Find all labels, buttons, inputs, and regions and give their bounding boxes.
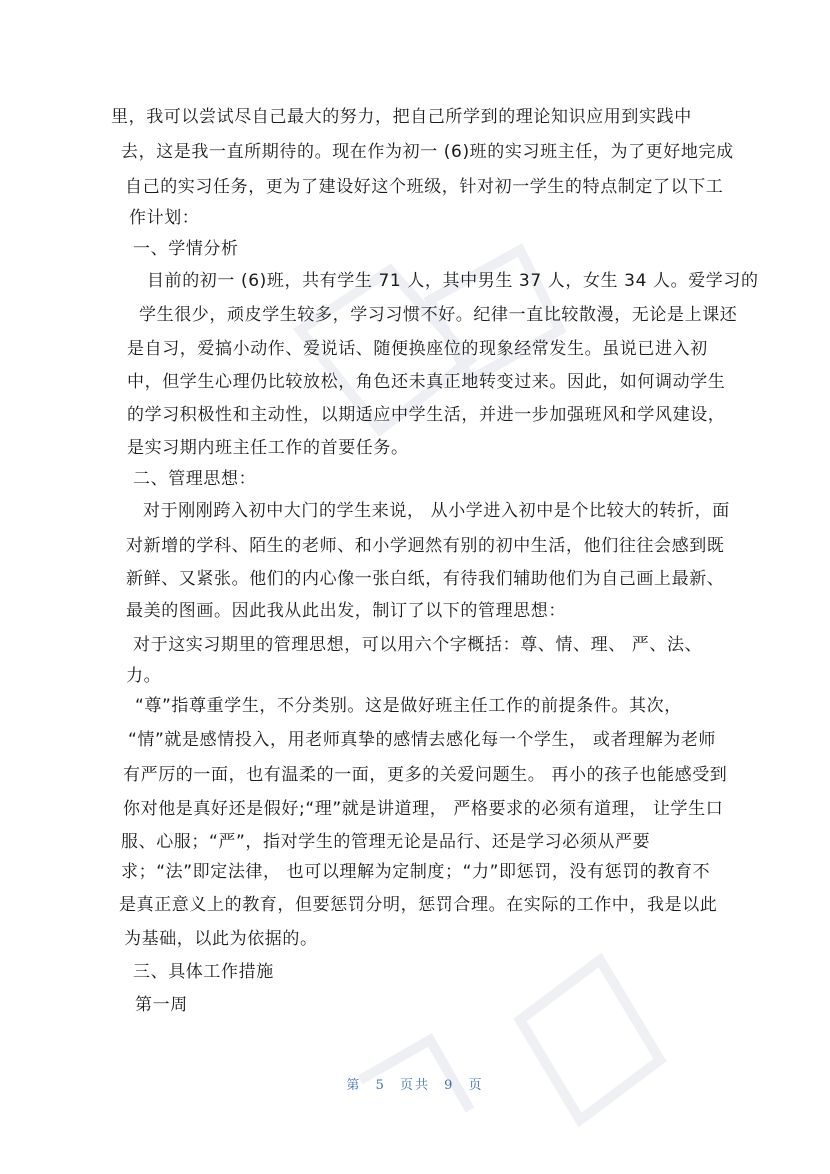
footer-middle: 页共 (399, 1078, 430, 1093)
text-line: “情”就是感情投入，用老师真挚的感情去感化每一个学生， 或者理解为老师 (128, 730, 717, 750)
text-line: 第一周 (135, 995, 188, 1015)
text-line: 去，这是我一直所期待的。现在作为初一 (6)班的实习班主任，为了更好地完成 (121, 142, 734, 162)
text-line: 里，我可以尝试尽自己最大的努力，把自己所学到的理论知识应用到实践中 (111, 107, 692, 127)
text-line: 是自习，爱搞小动作、爱说话、随便换座位的现象经常发生。虽说已进入初 (127, 339, 708, 359)
page-footer (0, 1074, 830, 1093)
text-line: “尊”指尊重学生，不分类别。这是做好班主任工作的前提条件。其次， (135, 696, 682, 716)
text-line: 作计划： (129, 208, 200, 228)
text-line: 为基础，以此为依据的。 (124, 929, 318, 949)
text-line: 学生很少，顽皮学生较多，学习习惯不好。纪律一直比较散漫，无论是上课还 (139, 305, 738, 325)
text-line: 力。 (126, 666, 162, 686)
footer-suffix: 页 (468, 1078, 484, 1093)
text-line: 目前的初一 (6)班，共有学生 71 人，其中男生 37 人，女生 34 人。爱学习的 (147, 271, 759, 291)
text-line: 是实习期内班主任工作的首要任务。 (127, 438, 409, 458)
text-line: 是真正意义上的教育，但要惩罚分明，惩罚合理。在实际的工作中，我是以此 (119, 895, 718, 915)
text-line: 对于刚刚跨入初中大门的学生来说， 从小学进入初中是个比较大的转折，面 (143, 501, 730, 521)
text-line: 有严厉的一面，也有温柔的一面，更多的关爱问题生。 再小的孩子也能感受到 (123, 765, 728, 785)
section-heading: 一、学情分析 (133, 239, 239, 259)
text-line: 服、心服；“严”，指对学生的管理无论是品行、还是学习必须从严要 (121, 832, 651, 852)
text-line: 对于这实习期里的管理思想，可以用六个字概括：尊、情、理、 严、法、 (133, 635, 703, 655)
text-line: 中，但学生心理仍比较放松，角色还未真正地转变过来。因此，如何调动学生 (127, 372, 726, 392)
section-heading: 二、管理思想： (133, 469, 257, 489)
text-line: 你对他是真好还是假好;“理”就是讲道理， 严格要求的必须有道理， 让学生口 (123, 799, 724, 819)
current-page-number: 5 (375, 1078, 386, 1093)
text-line: 自己的实习任务，更为了建设好这个班级，针对初一学生的特点制定了以下工 (125, 177, 724, 197)
text-line: 最美的图画。因此我从此出发，制订了以下的管理思想： (126, 601, 566, 621)
section-heading: 三、具体工作措施 (133, 962, 274, 982)
text-line: 对新增的学科、陌生的老师、和小学迥然有别的初中生活，他们往往会感到既 (126, 536, 725, 556)
text-line: 求；“法”即定法律， 也可以理解为定制度；“力”即惩罚，没有惩罚的教育不 (121, 862, 711, 882)
total-page-number: 9 (444, 1078, 455, 1093)
text-line: 的学习积极性和主动性，以期适应中学生活，并进一步加强班风和学风建设， (127, 405, 726, 425)
footer-prefix: 第 (346, 1078, 362, 1093)
text-line: 新鲜、又紧张。他们的内心像一张白纸，有待我们辅助他们为自己画上最新、 (126, 569, 725, 589)
